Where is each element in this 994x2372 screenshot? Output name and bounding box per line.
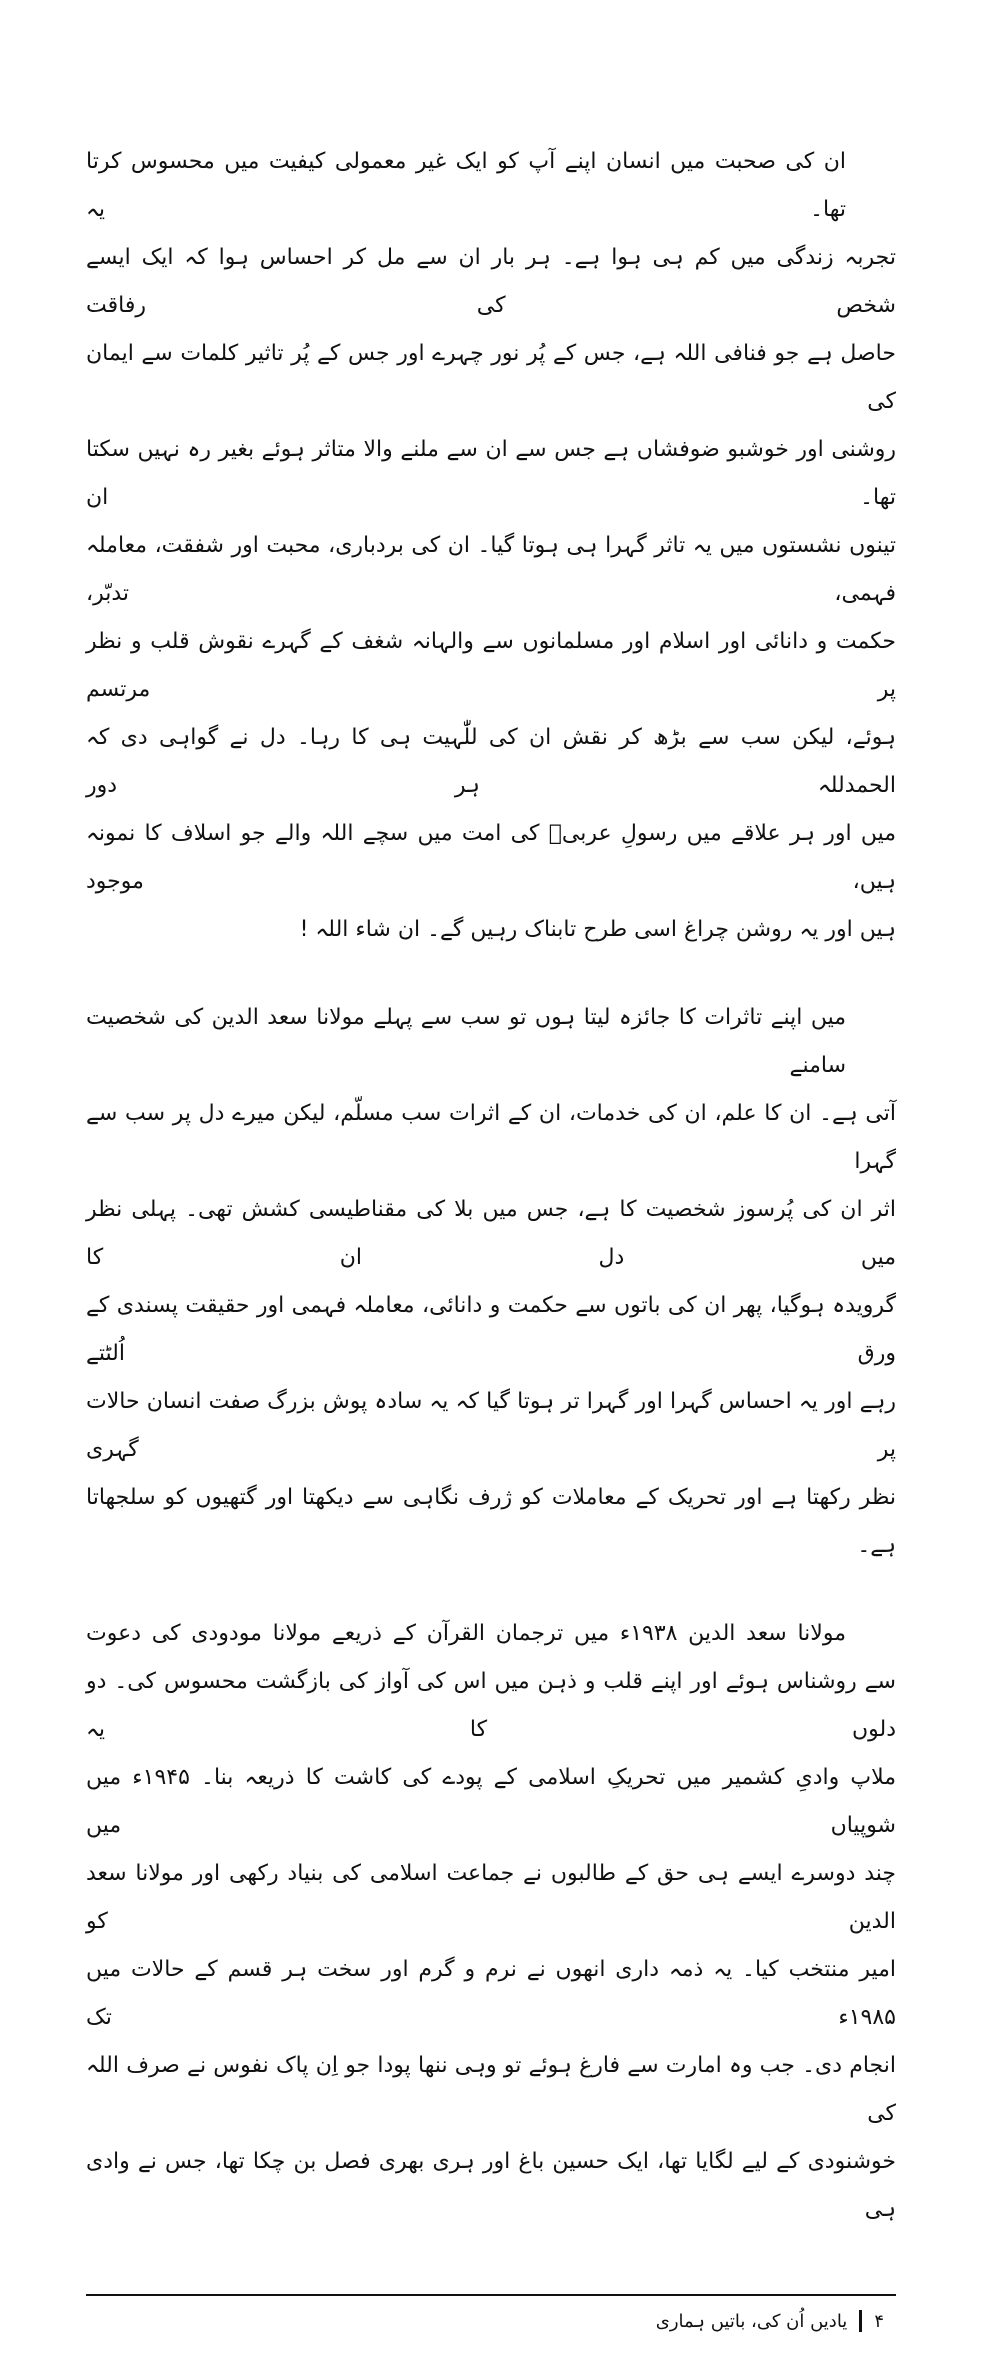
text-line: مولانا سعد الدین ۱۹۳۸ء میں ترجمان القرآن کے ذریعے مولانا مودودی کی دعوت [86, 1621, 846, 1646]
text-line: ہوئے، لیکن سب سے بڑھ کر نقش ان کی للّٰہیت ہی کا رہا۔ دل نے گواہی دی کہ الحمدللہ ہر دور [86, 725, 896, 798]
text-line: گرویدہ ہوگیا، پھر ان کی باتوں سے حکمت و دانائی، معاملہ فہمی اور حقیقت پسندی کے ورق اُلٹتے [86, 1293, 896, 1366]
text-line: رہے اور یہ احساس گہرا اور گہرا تر ہوتا گیا کہ یہ سادہ پوش بزرگ صفت انسان حالات پر گہری [86, 1389, 897, 1462]
text-line: حکمت و دانائی اور اسلام اور مسلمانوں سے والہانہ شغف کے گہرے نقوش قلب و نظر پر مرتسم [86, 629, 896, 702]
paragraph-3 [86, 1610, 896, 2234]
text-line: چند دوسرے ایسے ہی حق کے طالبوں نے جماعت اسلامی کی بنیاد رکھی اور مولانا سعد الدین کو [86, 1861, 896, 1934]
text-line: اثر ان کی پُرسوز شخصیت کا ہے، جس میں بلا کی مقناطیسی کشش تھی۔ پہلی نظر میں دل ان کا [86, 1197, 896, 1270]
text-line: میں اور ہر علاقے میں رسولِ عربیؐ کی امت میں سچے اللہ والے جو اسلاف کا نمونہ ہیں، موجود [86, 821, 896, 894]
footer-separator [859, 2310, 862, 2332]
page-number: ۴ [874, 2310, 884, 2332]
book-page [86, 0, 896, 2234]
footer-block [86, 2294, 896, 2332]
text-line: سے روشناس ہوئے اور اپنے قلب و ذہن میں اس کی آواز کی بازگشت محسوس کی۔ دو دلوں کا یہ [86, 1669, 896, 1742]
footer-divider [86, 2294, 896, 2296]
text-line: انجام دی۔ جب وہ امارت سے فارغ ہوئے تو وہی ننھا پودا جو اِن پاک نفوس نے صرف اللہ کی [86, 2053, 896, 2126]
text-line: حاصل ہے جو فنافی اللہ ہے، جس کے پُر نور چہرے اور جس کے پُر تاثیر کلمات سے ایمان کی [86, 341, 896, 414]
text-line: امیر منتخب کیا۔ یہ ذمہ داری انھوں نے نرم و گرم اور سخت ہر قسم کے حالات میں ۱۹۸۵ء تک [86, 1957, 896, 2030]
text-line: ہیں اور یہ روشن چراغ اسی طرح تابناک رہیں گے۔ ان شاء اللہ ! [299, 917, 896, 942]
text-line: میں اپنے تاثرات کا جائزہ لیتا ہوں تو سب سے پہلے مولانا سعد الدین کی شخصیت سامنے [86, 1005, 846, 1078]
text-line: آتی ہے۔ ان کا علم، ان کی خدمات، ان کے اثرات سب مسلّم، لیکن میرے دل پر سب سے گہرا [86, 1101, 896, 1174]
text-line: تینوں نشستوں میں یہ تاثر گہرا ہی ہوتا گیا۔ ان کی بردباری، محبت اور شفقت، معاملہ فہمی، تدبّر، [86, 533, 896, 606]
text-line: ان کی صحبت میں انسان اپنے آپ کو ایک غیر معمولی کیفیت میں محسوس کرتا تھا۔ یہ [86, 149, 846, 222]
text-line: نظر رکھتا ہے اور تحریک کے معاملات کو ژرف نگاہی سے دیکھتا اور گتھیوں کو سلجھاتا ہے۔ [86, 1485, 896, 1558]
page-footer [86, 2310, 896, 2332]
text-line: تجربہ زندگی میں کم ہی ہوا ہے۔ ہر بار ان سے مل کر احساس ہوا کہ ایک ایسے شخص کی رفاقت [86, 245, 896, 318]
running-title: یادیں اُن کی، باتیں ہماری [655, 2310, 848, 2332]
text-line: ملاپ وادیِ کشمیر میں تحریکِ اسلامی کے پودے کی کاشت کا ذریعہ بنا۔ ۱۹۴۵ء میں شوپیاں میں [86, 1765, 897, 1838]
text-line: روشنی اور خوشبو ضوفشاں ہے جس سے ان سے ملنے والا متاثر ہوئے بغیر رہ نہیں سکتا تھا۔ ان [86, 437, 896, 510]
text-line: خوشنودی کے لیے لگایا تھا، ایک حسین باغ اور ہری بھری فصل بن چکا تھا، جس نے وادی ہی [86, 2149, 896, 2222]
paragraph-2 [86, 994, 896, 1570]
paragraph-1 [86, 138, 896, 954]
